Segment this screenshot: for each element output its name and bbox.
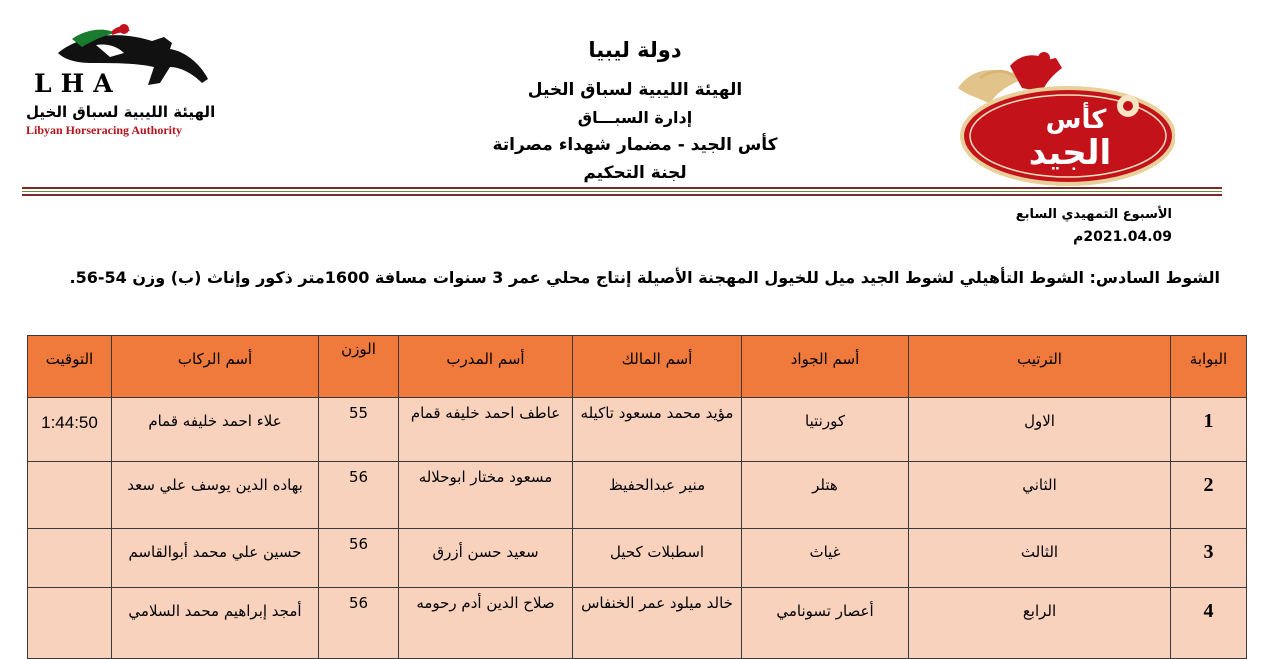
- header-authority: الهيئة الليبية لسباق الخيل: [527, 80, 743, 100]
- cell-position: الثالث: [909, 529, 1171, 588]
- cell-gate: 2: [1171, 462, 1247, 529]
- cell-owner: مؤيد محمد مسعود تاكيله: [573, 398, 742, 462]
- cell-owner: خالد ميلود عمر الخنفاس: [573, 588, 742, 659]
- cup-logo-text-top: كأس: [1045, 105, 1107, 135]
- cell-trainer: صلاح الدين أدم رحومه: [399, 588, 573, 659]
- cell-owner: اسطبلات كحيل: [573, 529, 742, 588]
- table-row: [28, 398, 1247, 462]
- cell-gate: 4: [1171, 588, 1247, 659]
- header-gate: البوابة: [1171, 336, 1247, 398]
- cell-weight: 55: [319, 398, 399, 462]
- table-row: [28, 529, 1247, 588]
- cell-jockey: حسين علي محمد أبوالقاسم: [112, 529, 319, 588]
- results-table: [27, 335, 1247, 659]
- cell-horse: أعصار تسونامي: [742, 588, 909, 659]
- cell-weight: 56: [319, 529, 399, 588]
- meta-week: الأسبوع التمهيدي السابع: [1015, 207, 1172, 222]
- cell-trainer: سعيد حسن أزرق: [399, 529, 573, 588]
- header-owner: أسم المالك: [573, 336, 742, 398]
- cell-trainer: عاطف احمد خليفه قمام: [399, 398, 573, 462]
- cell-weight: 56: [319, 462, 399, 529]
- header-horse: أسم الجواد: [742, 336, 909, 398]
- table-row: [28, 462, 1247, 529]
- header-divider-middle: [22, 191, 1222, 192]
- cell-horse: هتلر: [742, 462, 909, 529]
- header-cup-venue: كأس الجيد - مضمار شهداء مصراتة: [492, 135, 778, 155]
- header-committee: لجنة التحكيم: [583, 163, 687, 183]
- cup-logo: [950, 48, 1175, 188]
- lha-logo: [20, 15, 216, 145]
- cell-position: الرابع: [909, 588, 1171, 659]
- cell-weight: 56: [319, 588, 399, 659]
- cell-time: 1:44:50: [28, 398, 112, 462]
- header-divider-bottom: [22, 194, 1222, 196]
- cell-trainer: مسعود مختار ابوحلاله: [399, 462, 573, 529]
- cell-horse: غياث: [742, 529, 909, 588]
- cell-jockey: أمجد إبراهيم محمد السلامي: [112, 588, 319, 659]
- cell-jockey: بهاده الدين يوسف علي سعد: [112, 462, 319, 529]
- cup-logo-text-bottom: الجيد: [1028, 133, 1112, 173]
- cell-position: الثاني: [909, 462, 1171, 529]
- cell-gate: 3: [1171, 529, 1247, 588]
- header-time: التوقيت: [28, 336, 112, 398]
- table-row: [28, 588, 1247, 659]
- cell-horse: كورنتيا: [742, 398, 909, 462]
- lha-arabic-name: الهيئة الليبية لسباق الخيل: [26, 103, 216, 121]
- cell-time: [28, 462, 112, 529]
- lha-english-name: Libyan Horseracing Authority: [26, 123, 183, 137]
- cell-position: الاول: [909, 398, 1171, 462]
- meta-date: 2021.04.09م: [1073, 229, 1172, 245]
- cell-owner: منير عبدالحفيظ: [573, 462, 742, 529]
- race-description: الشوط السادس: الشوط التأهيلي لشوط الجيد ميل للخيول المهجنة الأصيلة إنتاج محلي عمر 3 سنوات مسافة 1600متر ذكور وإناث (ب) وزن 54-56.: [69, 268, 1220, 287]
- lha-letters: LHA: [34, 69, 122, 98]
- header-state: دولة ليبيا: [588, 38, 682, 62]
- header-divider-top: [22, 187, 1222, 189]
- header-weight: الوزن: [319, 336, 399, 398]
- header-trainer: أسم المدرب: [399, 336, 573, 398]
- header-position: الترتيب: [909, 336, 1171, 398]
- header-department: إدارة السبـــاق: [577, 108, 693, 127]
- cell-jockey: علاء احمد خليفه قمام: [112, 398, 319, 462]
- cell-time: [28, 529, 112, 588]
- cell-time: [28, 588, 112, 659]
- header-jockey: أسم الركاب: [112, 336, 319, 398]
- table-header-row: [28, 336, 1247, 398]
- cell-gate: 1: [1171, 398, 1247, 462]
